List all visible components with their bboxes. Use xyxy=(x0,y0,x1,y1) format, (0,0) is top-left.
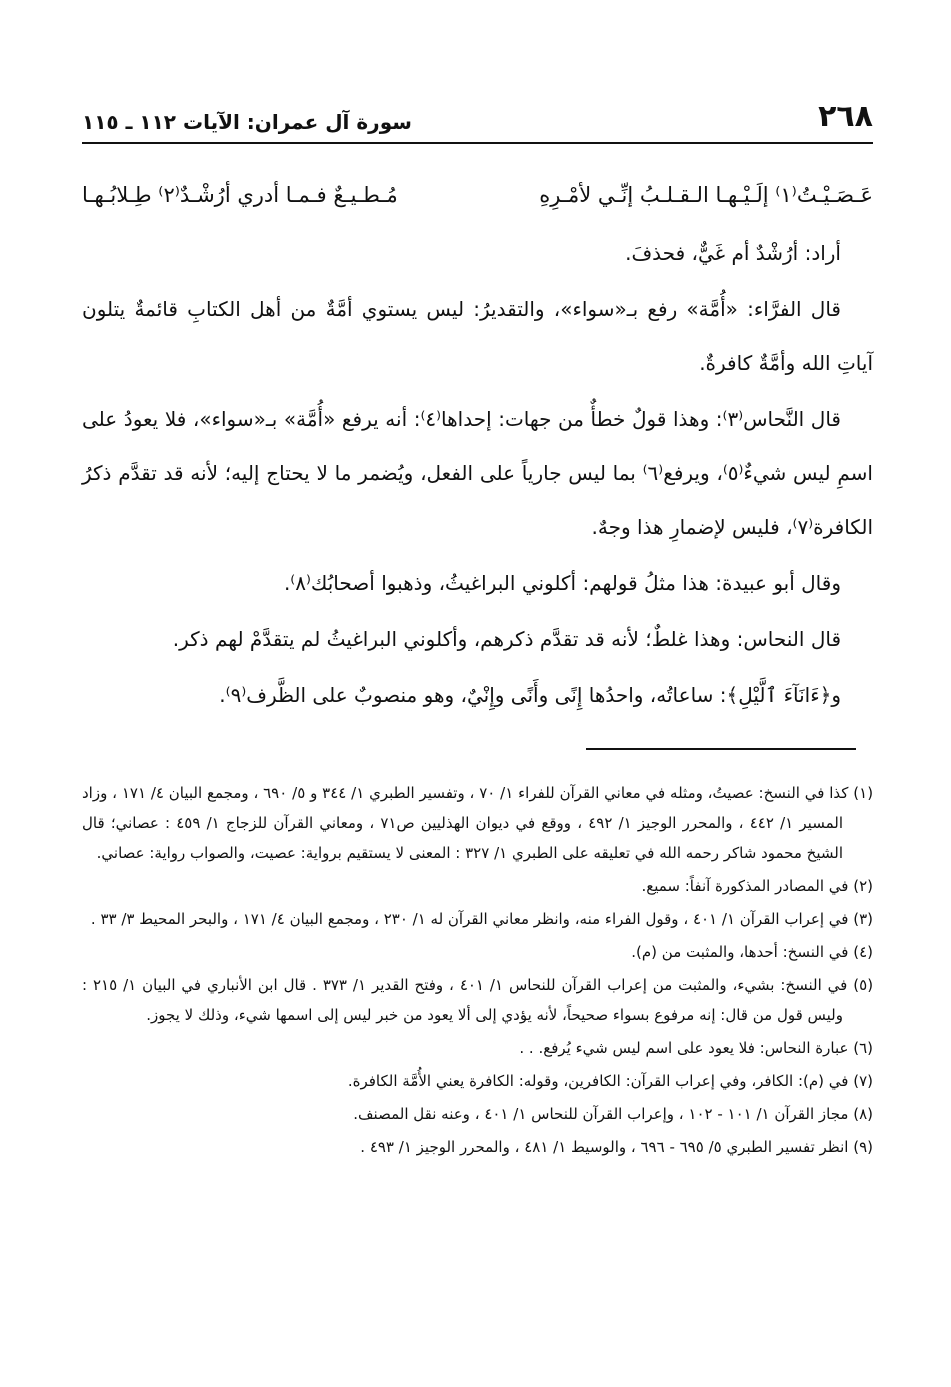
footnote: (٢) في المصادر المذكورة آنفاً: سميع. xyxy=(641,877,873,895)
main-text xyxy=(82,168,873,724)
poetry-verse xyxy=(82,168,873,222)
paragraph: وقال أبو عبيدة: هذا مثلُ قولهم: أكلوني البراغيثُ، وذهبوا أصحابُك⁽٨⁾. xyxy=(283,571,841,595)
footnote: (٣) في إعراب القرآن ١/ ٤٠١ ، وقول الفراء منه، وانظر معاني القرآن له ١/ ٢٣٠ ، ومجمع البيان ٤/ ١٧١ ، والبحر المحيط ٣/ ٣٣ . xyxy=(90,910,873,928)
paragraph: قال الفرَّاء: «أُمَّة» رفع بـ«سواء»، والتقديرُ: ليس يستوي أمَّةٌ من أهل الكتابِ قائمةٌ يتلون آياتِ الله وأمَّةٌ كافرةٌ. xyxy=(82,297,873,375)
footnote: (٨) مجاز القرآن ١/ ١٠١ - ١٠٢ ، وإعراب القرآن للنحاس ١/ ٤٠١ ، وعنه نقل المصنف. xyxy=(353,1105,873,1123)
footnote: (٧) في (م): الكافر، وفي إعراب القرآن: الكافرين، وقوله: الكافرة يعني الأُمَّة الكافرة. xyxy=(347,1072,873,1090)
footnotes xyxy=(82,778,873,1165)
footnote: (٤) في النسخ: أحدها، والمثبت من (م). xyxy=(631,943,873,961)
page-number: ٢٦٨ xyxy=(818,99,873,134)
footnote: (٦) عبارة النحاس: فلا يعود على اسم ليس شيء يُرفع. . . xyxy=(519,1039,873,1057)
footnote: (١) كذا في النسخ: عصيتُ، ومثله في معاني القرآن للفراء ١/ ٧٠ ، وتفسير الطبري ١/ ٣٤٤ و ٥/ ٦٩٠ ، ومجمع البيان ٤/ ١٧١ ، وزاد المسير ١/ ٤٤٢ ، والمحرر الوجيز ١/ ٤٩٢ ، ووقع في ديوان الهذليين ص٧١ ، ومعاني القرآن للزجاج ١/ ٤٥٩ : عصاني؛ قال الشيخ محمود شاكر رحمه الله في تعليقه على الطبري ١/ ٣٢٧ : المعنى لا يستقيم برواية: عصيت، والصواب رواية: عصاني. xyxy=(82,784,874,862)
paragraph: قال النحاس: وهذا غلطٌ؛ لأنه قد تقدَّم ذكرهم، وأكلوني البراغيثُ لم يتقدَّمْ لهم ذكر. xyxy=(172,627,841,651)
verse-second-hemistich: مُـطـيـعٌ فـمـا أدري أرُشْـدٌ⁽٢⁾ طِـلابُـهـا xyxy=(82,183,398,207)
page-header xyxy=(82,92,873,134)
verse-first-hemistich: عَـصَـيْـتُ⁽١⁾ إلَـيْـهـا الـقـلـبُ إنِّـي لأمْـرِهِ xyxy=(539,183,873,207)
paragraph: قال النَّحاس⁽٣⁾: وهذا قولٌ خطأٌ من جهات: إحداها⁽٤⁾: أنه يرفع «أُمَّة» بـ«سواء»، فلا يعودُ على اسمِ ليس شيءٌ⁽٥⁾، ويرفع⁽٦⁾ بما ليس جارياً على الفعل، ويُضمر ما لا يحتاج إليه؛ لأنه قد تقدَّم ذكرُ الكافرة⁽٧⁾، فليس لإضمارِ هذا وجهٌ. xyxy=(82,407,873,539)
paragraph: و﴿ءَانَآءَ ٱلَّيْلِ﴾: ساعاتُه، واحدُها إِنًى وأَنًى وإِنْيٌ، وهو منصوبٌ على الظَّرف⁽٩⁾. xyxy=(219,683,841,707)
header-rule xyxy=(82,142,873,144)
running-title: سورة آل عمران: الآيات ١١٢ ـ ١١٥ xyxy=(82,110,412,134)
paragraph: أراد: أرُشْدٌ أم غَيٌّ، فحذفَ. xyxy=(625,241,841,265)
footnote: (٥) في النسخ: بشيء، والمثبت من إعراب القرآن للنحاس ١/ ٤٠١ ، وفتح القدير ١/ ٣٧٣ . قال ابن الأنباري في البيان ١/ ٢١٥ : وليس قول من قال: إنه مرفوع بسواء صحيحاً، لأنه يؤدي إلى ألا يعود من خبر ليس إلى اسمها شيء، وذلك لا يجوز. xyxy=(82,976,874,1024)
footnote: (٩) انظر تفسير الطبري ٥/ ٦٩٥ - ٦٩٦ ، والوسيط ١/ ٤٨١ ، والمحرر الوجيز ١/ ٤٩٣ . xyxy=(360,1138,873,1156)
footnote-separator xyxy=(586,748,856,750)
